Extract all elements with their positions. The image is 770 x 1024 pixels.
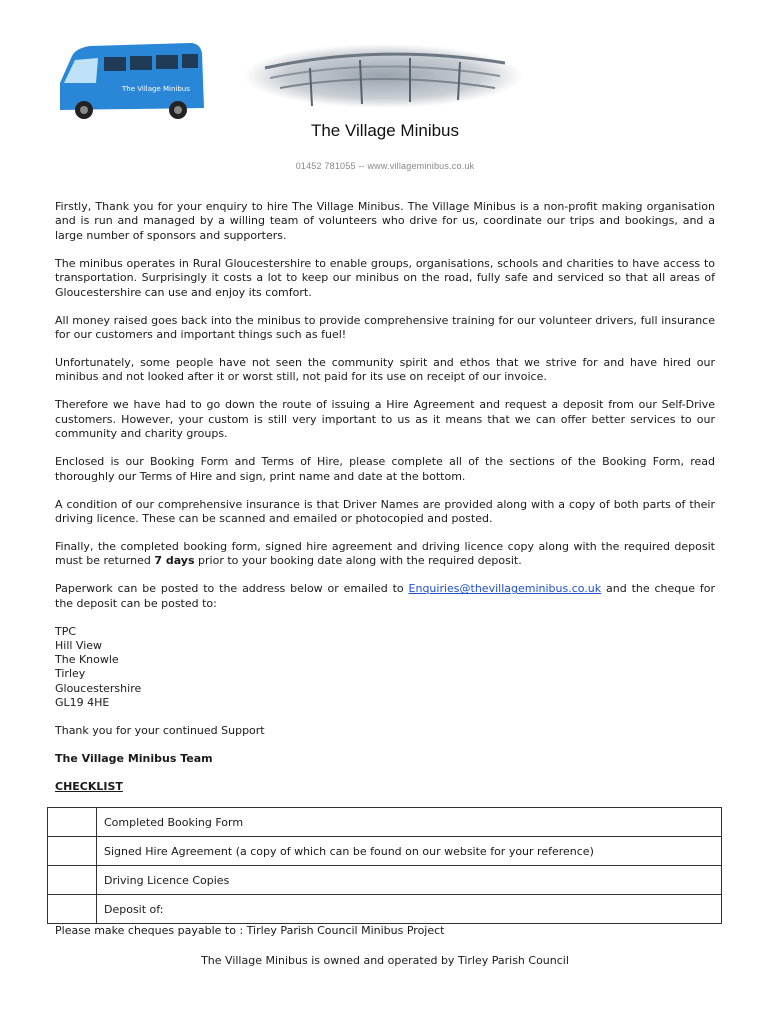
paragraph-money: All money raised goes back into the minibus to provide comprehensive training for our volunteer drivers, full insurance for our customers and important things such as fuel! xyxy=(55,313,715,342)
postal-address xyxy=(55,625,715,710)
table-row xyxy=(48,866,722,895)
paragraph-paperwork xyxy=(55,582,715,611)
canopy-photo xyxy=(243,44,523,108)
contact-line: 01452 781055 -- www.villageminibus.co.uk xyxy=(295,161,475,171)
address-line: TPC xyxy=(55,624,77,638)
paragraph-insurance: A condition of our comprehensive insurance is that Driver Names are provided along with a copy of both parts of their driving licence. These can be scanned and emailed or photocopied and posted. xyxy=(55,497,715,526)
address-line: GL19 4HE xyxy=(55,695,110,709)
checklist-item: Driving Licence Copies xyxy=(97,866,722,895)
checklist-heading: CHECKLIST xyxy=(55,779,123,793)
checklist-item: Deposit of: xyxy=(97,895,722,924)
page-title: The Village Minibus xyxy=(310,121,460,140)
address-line: Tirley xyxy=(55,667,86,681)
letter-body xyxy=(55,200,715,803)
checkbox-cell[interactable] xyxy=(48,808,97,837)
email-link[interactable]: Enquiries@thevillageminibus.co.uk xyxy=(408,582,602,596)
checkbox-cell[interactable] xyxy=(48,895,97,924)
table-row xyxy=(48,837,722,866)
thanks-line: Thank you for your continued Support xyxy=(55,723,265,737)
finally-deadline: 7 days xyxy=(154,554,195,568)
address-line: Hill View xyxy=(55,639,103,653)
header-banner xyxy=(50,38,530,128)
address-line: The Knowle xyxy=(55,653,119,667)
table-row xyxy=(48,808,722,837)
checkbox-cell[interactable] xyxy=(48,837,97,866)
checklist-table xyxy=(47,807,722,924)
address-line: Gloucestershire xyxy=(55,681,142,695)
checklist-item: Signed Hire Agreement (a copy of which can be found on our website for your reference) xyxy=(97,837,722,866)
paragraph-unfortunately: Unfortunately, some people have not seen the community spirit and ethos that we strive for and have hired our minibus and not looked after it or worst still, not paid for its use on receipt of our invoice. xyxy=(55,356,715,384)
signoff: The Village Minibus Team xyxy=(55,751,213,765)
payable-note: Please make cheques payable to : Tirley Parish Council Minibus Project xyxy=(55,924,445,937)
table-row xyxy=(48,895,722,924)
minibus-photo xyxy=(60,43,204,119)
bus-livery-text: The Village Minibus xyxy=(122,85,190,93)
paragraph-operations: The minibus operates in Rural Gloucestershire to enable groups, organisations, schools and charities to have access to transportation. Surprisingly it costs a lot to keep our minibus on the road, fully safe and serviced so that all areas of Gloucestershire can use and enjoy its comfort. xyxy=(55,256,715,299)
paperwork-text-a: Paperwork can be posted to the address below or emailed to xyxy=(55,582,409,596)
paragraph-intro: Firstly, Thank you for your enquiry to hire The Village Minibus. The Village Minibus is a non-profit making organisation and is run and managed by a willing team of volunteers who drive for us, coordinate our trips and bookings, and a large number of sponsors and supporters. xyxy=(55,200,715,242)
footer-note: The Village Minibus is owned and operated by Tirley Parish Council xyxy=(201,954,569,967)
paragraph-enclosed: Enclosed is our Booking Form and Terms of Hire, please complete all of the sections of the Booking Form, read thoroughly our Terms of Hire and sign, print name and date at the bottom. xyxy=(55,455,715,483)
paragraph-finally xyxy=(55,540,715,569)
checkbox-cell[interactable] xyxy=(48,866,97,895)
checklist-item: Completed Booking Form xyxy=(97,808,722,837)
paperwork-text-b: and the cheque for the deposit can be posted to: xyxy=(55,582,715,610)
finally-text-a: Finally, the completed booking form, signed hire agreement and driving licence copy along with the required deposit must be returned xyxy=(55,540,715,568)
finally-text-c: prior to your booking date along with the required deposit. xyxy=(194,554,522,568)
paragraph-hire-agreement: Therefore we have had to go down the route of issuing a Hire Agreement and request a deposit from our Self-Drive customers. However, your custom is still very important to us as it means that we can offer better services to our community and charity groups. xyxy=(55,398,715,441)
